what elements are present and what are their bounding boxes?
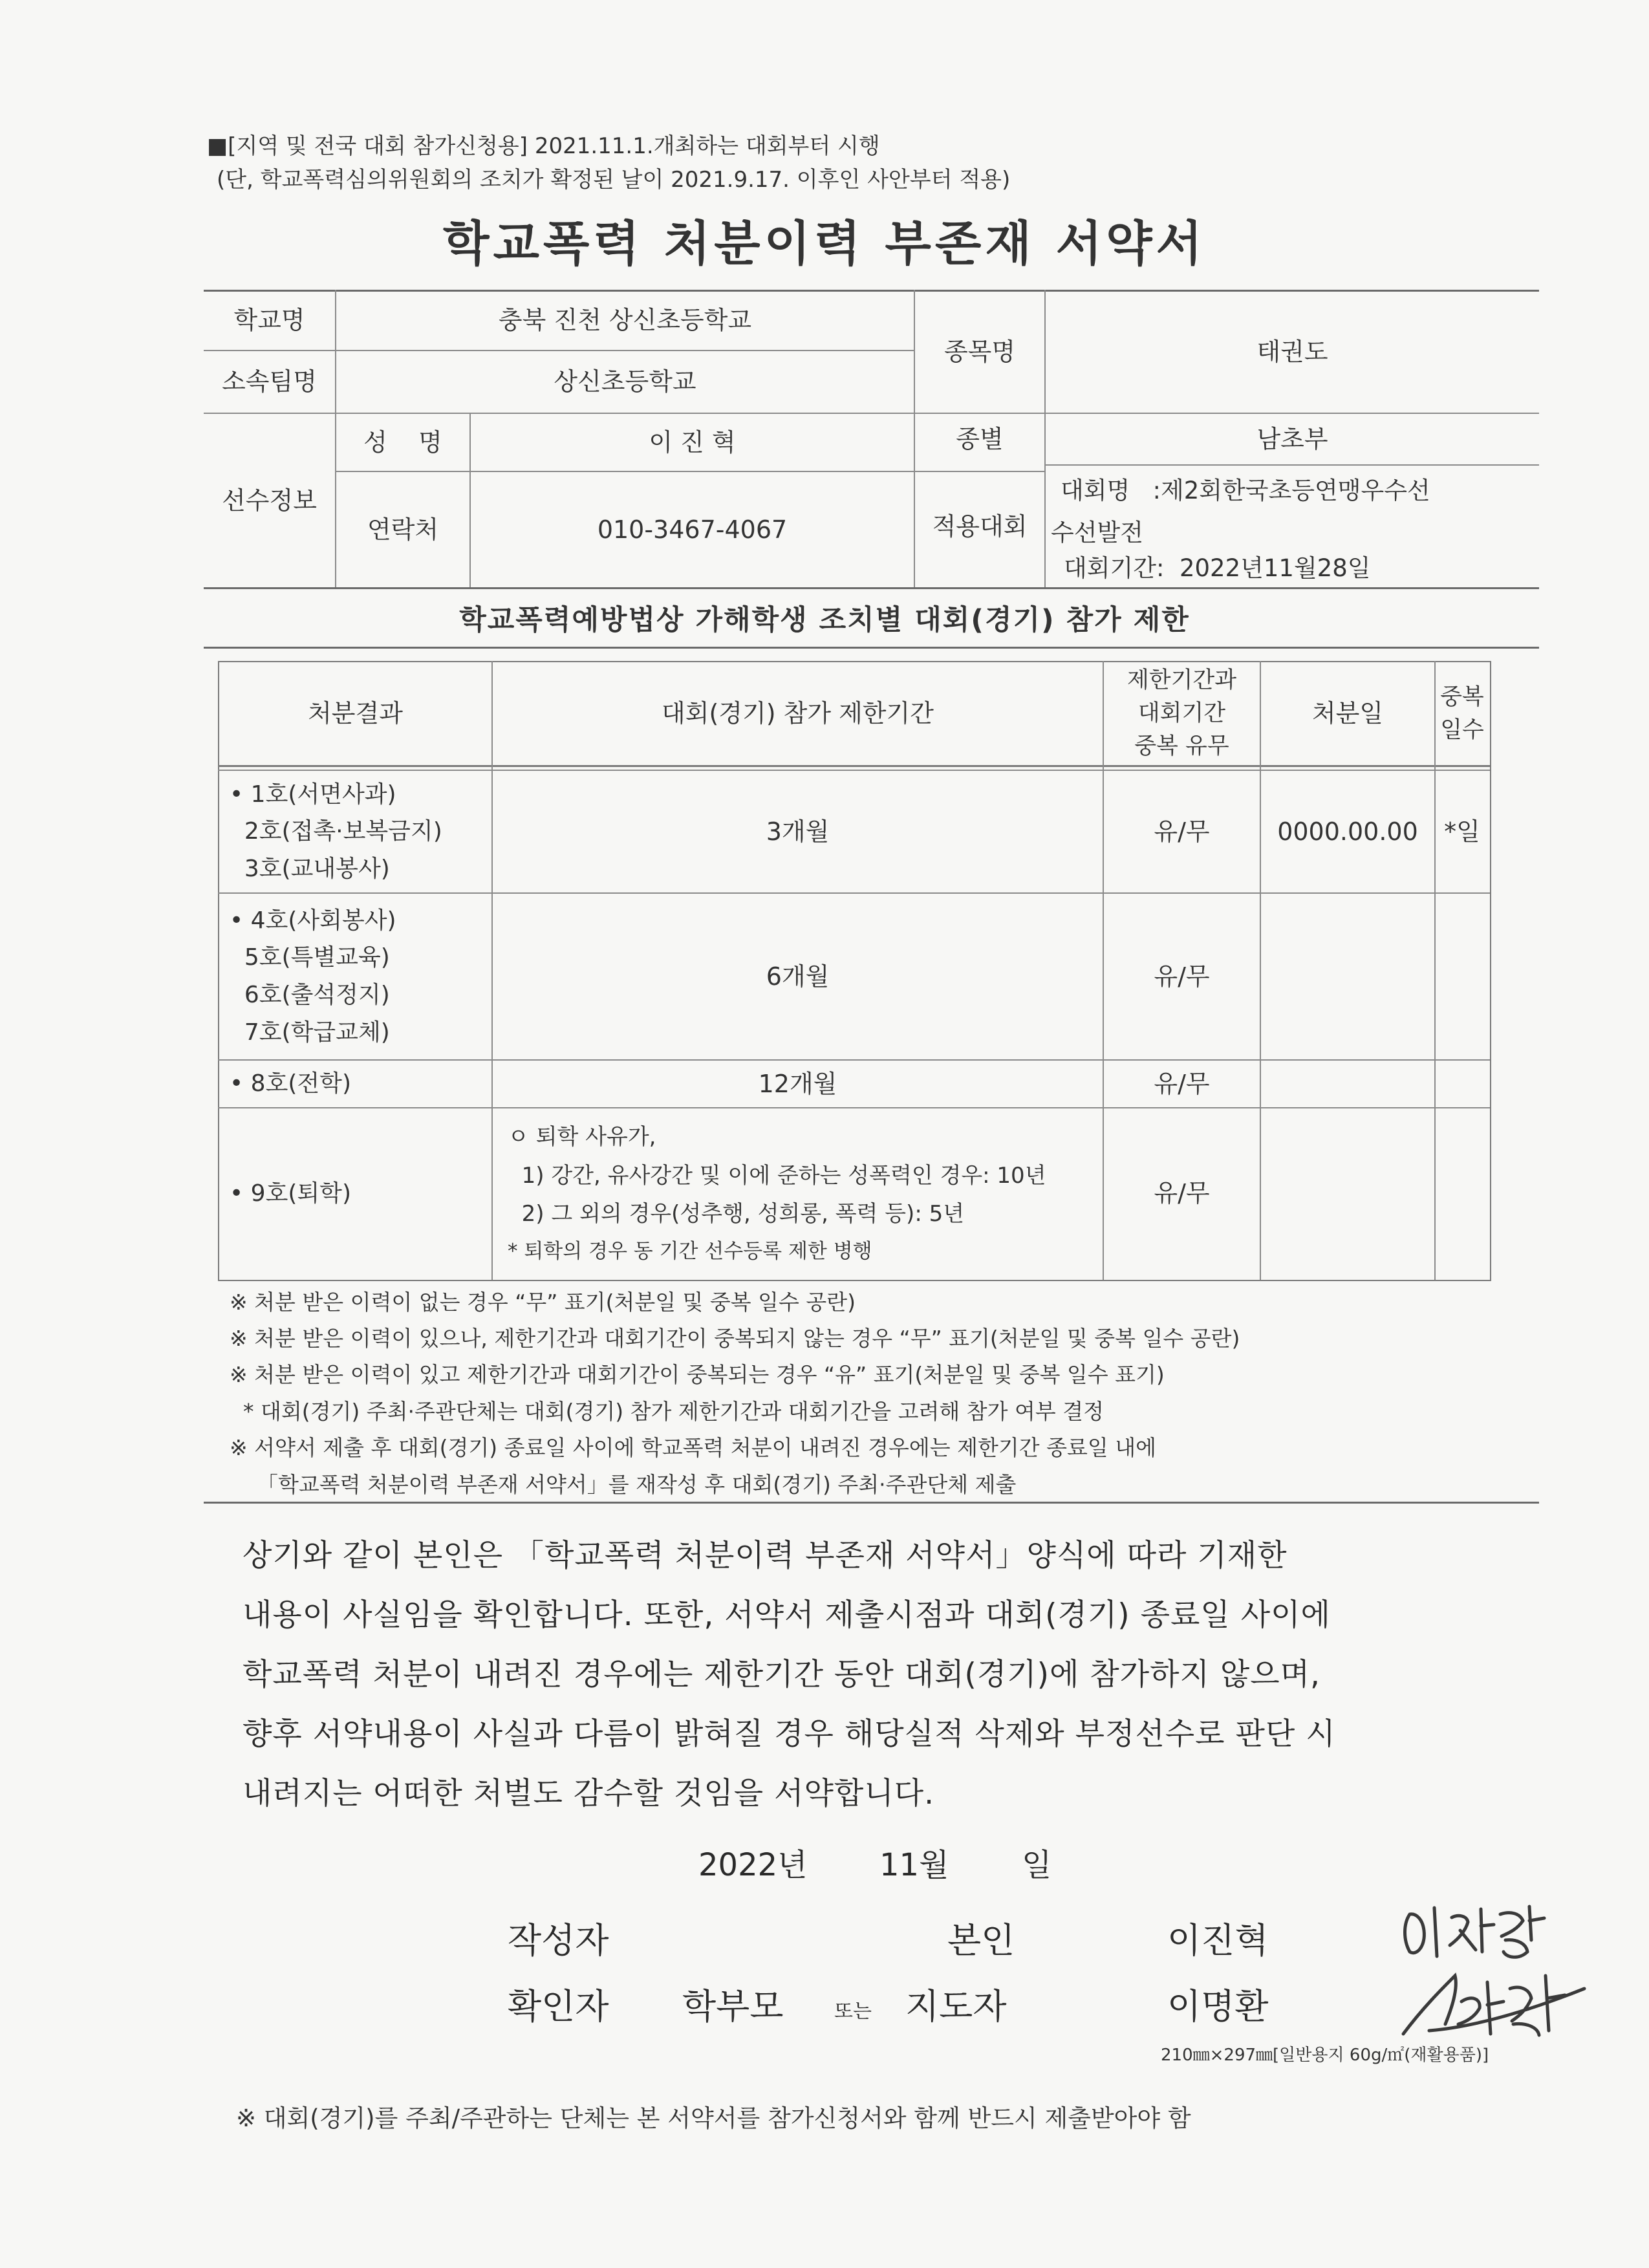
event-value: 태권도 [1256,337,1328,366]
confirmer-name: 이명환 [1167,1986,1269,2027]
declaration-line-4: 향후 서약내용이 사실과 다름이 밝혀질 경우 해당실적 삭제와 부정선수로 판단 시 [242,1716,1336,1752]
school-value: 충북 진천 상신초등학교 [498,306,752,334]
header-days-line-1: 중복 [1440,684,1484,710]
note-2: ※ 처분 받은 이력이 있으나, 제한기간과 대회기간이 중복되지 않는 경우 “무” 표기(처분일 및 중복 일수 공란) [230,1326,1240,1351]
note-3: ※ 처분 받은 이력이 있고 제한기간과 대회기간이 중복되는 경우 “유” 표기(처분일 및 중복 일수 표기) [230,1362,1165,1387]
writer-signature [1390,1895,1558,1972]
date-month: 11월 [879,1847,949,1883]
row-2-result-line-1: • 4호(사회봉사) [230,907,396,934]
school-label: 학교명 [233,306,305,334]
header-period: 대회(경기) 참가 제한기간 [662,699,934,728]
header-date: 처분일 [1311,699,1384,728]
contact-value: 010-3467-4067 [597,515,788,544]
row-3-result [230,1061,351,1107]
team-label: 소속팀명 [222,367,317,396]
competition-period: 대회기간: 2022년11월28일 [1064,554,1371,582]
writer-role: 본인 [947,1920,1015,1961]
row-2-period: 6개월 [766,962,830,991]
competition-name-line-2: 수선발전 [1051,519,1143,546]
date-year: 2022년 [698,1847,808,1883]
writer-name: 이진혁 [1167,1920,1269,1961]
category-label: 종별 [956,424,1004,453]
row-2-result [230,894,396,1059]
row-1-overlap: 유/무 [1154,817,1210,846]
note-5: ※ 서약서 제출 후 대회(경기) 종료일 사이에 학교폭력 처분이 내려진 경우에는 제한기간 종료일 내에 [230,1435,1157,1460]
header-overlap-line-2: 대회기간 [1137,700,1226,727]
confirmer-signature [1390,1963,1597,2047]
team-value: 상신초등학교 [554,367,696,396]
declaration-line-1: 상기와 같이 본인은 「학교폭력 처분이력 부존재 서약서」양식에 따라 기재한 [242,1538,1288,1573]
section-title: 학교폭력예방법상 가해학생 조치별 대회(경기) 참가 제한 [459,604,1190,636]
row-3-result-line-1: • 8호(전학) [230,1070,351,1097]
note-1: ※ 처분 받은 이력이 없는 경우 “무” 표기(처분일 및 중복 일수 공란) [230,1290,856,1315]
date-day: 일 [1022,1847,1052,1883]
player-info-label: 선수정보 [222,486,317,515]
row-4-period-line-4: * 퇴학의 경우 동 기간 선수등록 제한 병행 [508,1239,872,1263]
header-overlap-line-3: 중복 유무 [1134,733,1229,759]
row-4-period-line-3: 2) 그 외의 경우(성추행, 성희롱, 폭력 등): 5년 [508,1201,965,1227]
writer-label: 작성자 [508,1920,609,1961]
event-label: 종목명 [943,337,1016,366]
header-result: 처분결과 [308,699,403,728]
row-1-period: 3개월 [766,817,830,846]
name-value: 이 진 혁 [649,427,736,457]
row-4-result-line-1: • 9호(퇴학) [230,1180,351,1207]
row-1-days: *일 [1444,817,1480,846]
row-4-overlap: 유/무 [1154,1179,1210,1207]
header-line-2: (단, 학교폭력심의위원회의 조치가 확정된 날이 2021.9.17. 이후인 사안부터 적용) [217,167,1011,193]
row-4-result [230,1108,351,1279]
header-days [1436,662,1489,765]
header-line-1: ■[지역 및 전국 대회 참가신청용] 2021.11.1.개최하는 대회부터 시행 [207,133,880,159]
applied-competition-label: 적용대회 [932,512,1028,541]
row-3-overlap: 유/무 [1154,1069,1210,1098]
declaration-line-3: 학교폭력 처분이 내려진 경우에는 제한기간 동안 대회(경기)에 참가하지 않으며, [242,1657,1320,1692]
confirmer-or: 또는 [834,2000,872,2023]
note-6: 「학교폭력 처분이력 부존재 서약서」를 재작성 후 대회(경기) 주최·주관단체 제출 [230,1472,1017,1497]
row-1-result-line-3: 3호(교내봉사) [230,855,390,882]
footer-note: ※ 대회(경기)를 주최/주관하는 단체는 본 서약서를 참가신청서와 함께 반드시 제출받아야 함 [236,2104,1191,2132]
confirmer-label: 확인자 [508,1986,609,2027]
row-2-overlap: 유/무 [1154,962,1210,991]
header-days-line-2: 일수 [1440,717,1484,743]
row-1-result-line-1: • 1호(서면사과) [230,781,396,808]
declaration-line-5: 내려지는 어떠한 처벌도 감수할 것임을 서약합니다. [242,1776,935,1811]
row-4-period-line-1: ㅇ 퇴학 사유가, [508,1124,656,1150]
confirmer-role-coach: 지도자 [905,1986,1007,2027]
header-overlap-line-1: 제한기간과 [1126,667,1237,694]
document-title: 학교폭력 처분이력 부존재 서약서 [442,216,1207,272]
row-2-result-line-3: 6호(출석정지) [230,982,390,1008]
name-label: 성 명 [363,427,442,457]
row-4-period-line-2: 1) 강간, 유사강간 및 이에 준하는 성폭력인 경우: 10년 [508,1162,1046,1189]
paper-spec: 210㎜×297㎜[일반용지 60g/㎡(재활용품)] [1161,2046,1489,2065]
row-1-result [230,771,442,892]
competition-name-line-1: 대회명 :제2회한국초등연맹우수선 [1061,477,1430,504]
row-2-result-line-2: 5호(특별교육) [230,944,390,971]
row-1-date: 0000.00.00 [1277,817,1418,846]
confirmer-role-parent: 학부모 [682,1986,784,2027]
category-value: 남초부 [1256,424,1328,453]
declaration-line-2: 내용이 사실임을 확인합니다. 또한, 서약서 제출시점과 대회(경기) 종료일 사이에 [242,1597,1331,1633]
note-4: * 대회(경기) 주최·주관단체는 대회(경기) 참가 제한기간과 대회기간을 고려해 참가 여부 결정 [230,1399,1104,1424]
row-3-period: 12개월 [758,1069,837,1098]
header-overlap [1104,662,1260,765]
contact-label: 연락처 [367,515,439,544]
row-2-result-line-4: 7호(학급교체) [230,1019,390,1046]
row-1-result-line-2: 2호(접촉·보복금지) [230,818,442,845]
row-4-period [508,1108,1046,1279]
